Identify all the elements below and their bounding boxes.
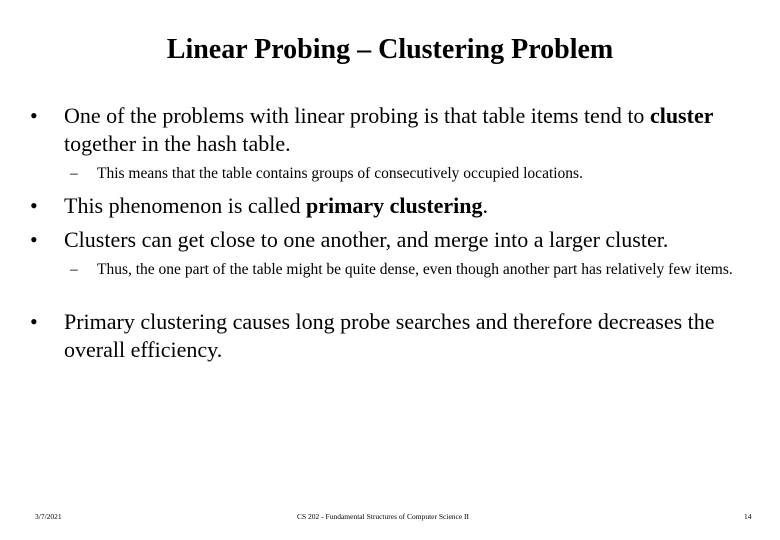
- bullet-marker: •: [30, 227, 38, 252]
- bullet-linear-probing-cluster: [30, 102, 750, 158]
- footer-page-number: 14: [744, 512, 752, 521]
- bullet-text: Clusters can get close to one another, and merge into a larger cluster.: [64, 227, 669, 252]
- bullet-marker: •: [30, 103, 38, 128]
- bullet-text: This phenomenon is called primary clustering.: [64, 193, 489, 218]
- subbullet-text: Thus, the one part of the table might be quite dense, even though another part has relatively few items.: [97, 261, 733, 278]
- dash-marker: –: [70, 165, 78, 182]
- subbullet-text: This means that the table contains groups of consecutively occupied locations.: [97, 165, 583, 182]
- subbullet-dense-part: [70, 259, 760, 280]
- bullet-efficiency: [30, 308, 750, 364]
- bullet-clusters-merge: [30, 226, 750, 254]
- emphasis-cluster: cluster: [649, 103, 714, 128]
- slide-title: Linear Probing – Clustering Problem: [166, 34, 614, 65]
- subbullet-consecutive-locations: [70, 163, 760, 184]
- dash-marker: –: [70, 261, 78, 278]
- bullet-text: One of the problems with linear probing is that table items tend to cluster together in the hash table.: [64, 103, 714, 156]
- footer-course: CS 202 - Fundamental Structures of Computer Science II: [297, 512, 470, 521]
- bullet-marker: •: [30, 193, 38, 218]
- bullet-text: Primary clustering causes long probe searches and therefore decreases the overall efficiency.: [64, 309, 715, 362]
- emphasis-primary-clustering: primary clustering: [305, 193, 483, 218]
- bullet-marker: •: [30, 309, 38, 334]
- bullet-primary-clustering: [30, 192, 750, 220]
- footer-date: 3/7/2021: [35, 512, 62, 521]
